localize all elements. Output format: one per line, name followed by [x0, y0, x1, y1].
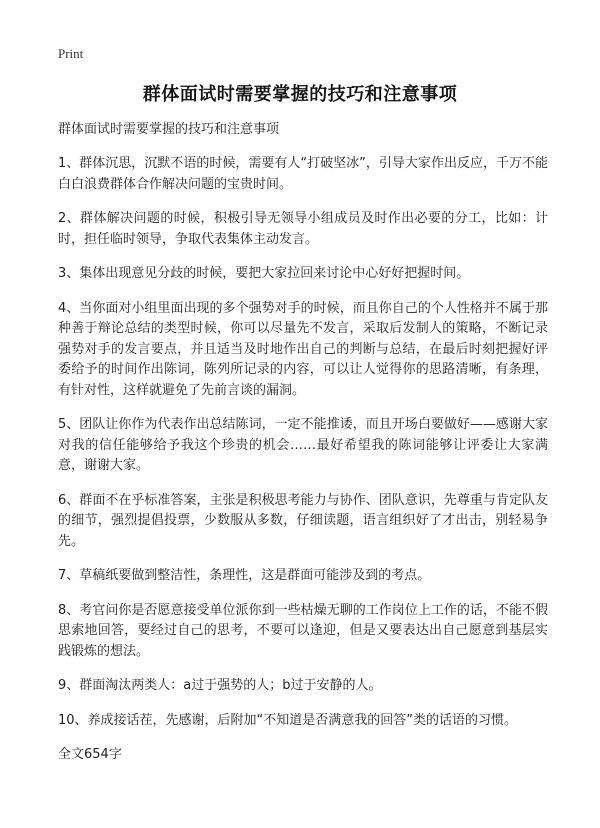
tip-item-2: 2、群体解决问题的时候，积极引导无领导小组成员及时作出必要的分工，比如：计时，担任临时领导，争取代表集体主动发言。 — [58, 211, 548, 247]
tip-item-9: 9、群面淘汰两类人：a过于强势的人；b过于安静的人。 — [58, 678, 382, 693]
tip-item-4: 4、当你面对小组里面出现的多个强势对手的时候，而且你自己的个人性格并不属于那种善于辩论总结的类型时候，你可以尽量先不发言，采取后发制人的策略，不断记录强势对手的发言要点，并且适当及时地作出自己的判断与总结，在最后时刻把握好评委给予的时间作出陈词，陈列所记录的内容，可以让人觉得你的思路清晰，有条理，有针对性，这样就避免了先前言谈的漏洞。 — [58, 300, 548, 398]
tip-item-7: 7、草稿纸要做到整洁性，条理性，这是群面可能涉及到的考点。 — [58, 568, 431, 583]
tip-item-5: 5、团队让你作为代表作出总结陈词，一定不能推诿，而且开场白要做好——感谢大家对我的信任能够给予我这个珍贵的机会……最好希望我的陈词能够让评委让大家满意，谢谢大家。 — [58, 417, 548, 473]
page-title: 群体面试时需要掌握的技巧和注意事项 — [142, 84, 458, 105]
article-body — [58, 120, 548, 765]
tip-item-8: 8、考官问你是否愿意接受单位派你到一些枯燥无聊的工作岗位上工作的话，不能不假思索地回答，要经过自己的思考，不要可以逢迎，但是又要表达出自己愿意到基层实践锻炼的想法。 — [58, 602, 548, 659]
tip-item-1: 1、群体沉思，沉默不语的时候，需要有人“打破坚冰”，引导大家作出反应，千万不能白白浪费群体合作解决问题的宝贵时间。 — [58, 156, 548, 192]
tip-item-6: 6、群面不在乎标准答案，主张是积极思考能力与协作、团队意识，先尊重与肯定队友的细节，强烈提倡投票，少数服从多数，仔细读题，语言组织好了才出击，别轻易争先。 — [58, 492, 548, 549]
tip-item-10: 10、养成接话茬，先感谢，后附加“不知道是否满意我的回答”类的话语的习惯。 — [58, 712, 518, 728]
article-subtitle: 群体面试时需要掌握的技巧和注意事项 — [58, 122, 280, 137]
print-link[interactable]: Print — [58, 46, 84, 61]
tip-item-3: 3、集体出现意见分歧的时候，要把大家拉回来讨论中心好好把握时间。 — [58, 266, 470, 281]
word-count: 全文654字 — [58, 747, 122, 762]
